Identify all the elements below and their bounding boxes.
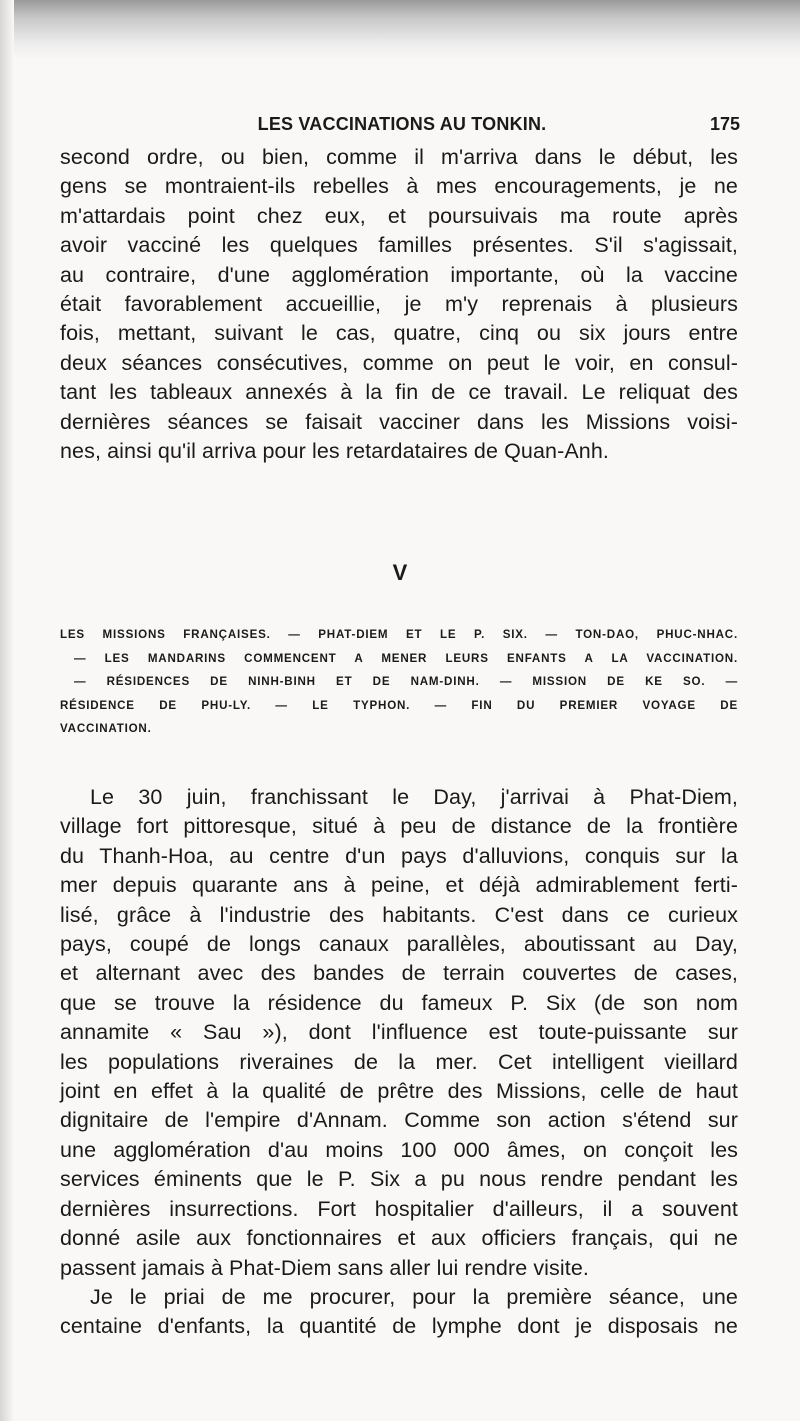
text-line: une agglomération d'au moins 100 000 âmes, on conçoit les	[60, 1137, 738, 1162]
summary-line: — RÉSIDENCES DE NINH-BINH ET DE NAM-DINH. — MISSION DE KE SO. —	[74, 675, 738, 689]
text-line: Je le priai de me procurer, pour la première séance, une	[90, 1284, 738, 1309]
text-line: m'attardais point chez eux, et poursuivais ma route après	[60, 203, 738, 228]
text-line: services éminents que le P. Six a pu nous rendre pendant les	[60, 1167, 738, 1192]
paragraph-body	[60, 783, 738, 1342]
summary-line: — LES MANDARINS COMMENCENT A MENER LEURS ENFANTS A LA VACCINATION.	[74, 651, 738, 665]
text-line: tant les tableaux annexés à la fin de ce travail. Le reliquat des	[60, 380, 738, 405]
section-number: V	[392, 560, 408, 585]
text-line: passent jamais à Phat-Diem sans aller lui rendre visite.	[60, 1255, 589, 1280]
text-line: avoir vacciné les quelques familles présentes. S'il s'agissait,	[60, 233, 738, 258]
text-line: était favorablement accueillie, je m'y reprenais à plusieurs	[60, 292, 738, 317]
text-line: second ordre, ou bien, comme il m'arriva dans le début, les	[60, 145, 738, 169]
text-line: pays, coupé de longs canaux parallèles, aboutissant au Day,	[60, 932, 738, 957]
scan-shadow-left	[0, 0, 14, 1421]
text-line: au contraire, d'une agglomération importante, où la vaccine	[60, 262, 738, 287]
text-line: nes, ainsi qu'il arriva pour les retardataires de Quan-Anh.	[60, 439, 609, 464]
text-line: gens se montraient-ils rebelles à mes encouragements, je ne	[60, 174, 738, 199]
summary-line: LES MISSIONS FRANÇAISES. — PHAT-DIEM ET LE P. SIX. — TON-DAO, PHUC-NHAC.	[60, 628, 738, 641]
scan-shadow-top	[0, 0, 800, 60]
text-line: annamite « Sau »), dont l'influence est toute-puissante sur	[60, 1020, 738, 1045]
text-line: dernières séances se faisait vacciner dans les Missions voisi-	[60, 409, 738, 434]
page-number: 175	[709, 114, 740, 134]
running-header	[64, 114, 740, 140]
text-line: et alternant avec des bandes de terrain couvertes de cases,	[60, 961, 738, 986]
text-line: du Thanh-Hoa, au centre d'un pays d'alluvions, conquis sur la	[60, 843, 738, 868]
text-line: fois, mettant, suivant le cas, quatre, cinq ou six jours entre	[60, 321, 738, 346]
summary-line: VACCINATION.	[60, 722, 152, 736]
text-line: les populations riveraines de la mer. Cet intelligent vieillard	[60, 1049, 738, 1074]
text-line: mer depuis quarante ans à peine, et déjà admirablement ferti-	[60, 873, 738, 898]
text-line: dernières insurrections. Fort hospitalier d'ailleurs, il a souvent	[60, 1196, 738, 1221]
text-line: joint en effet à la qualité de prêtre des Missions, celle de haut	[60, 1079, 738, 1104]
text-line: centaine d'enfants, la quantité de lymphe dont je disposais ne	[60, 1314, 738, 1339]
text-line: donné asile aux fonctionnaires et aux officiers français, qui ne	[60, 1226, 738, 1251]
summary-line: RÉSIDENCE DE PHU-LY. — LE TYPHON. — FIN DU PREMIER VOYAGE DE	[60, 698, 738, 712]
text-line: que se trouve la résidence du fameux P. Six (de son nom	[60, 990, 738, 1015]
paragraph-continued	[60, 143, 738, 466]
text-line: village fort pittoresque, situé à peu de distance de la frontière	[60, 814, 738, 839]
text-line: deux séances consécutives, comme on peut le voir, en consul-	[60, 350, 738, 375]
section-summary	[60, 623, 738, 741]
text-line: dignitaire de l'empire d'Annam. Comme son action s'étend sur	[60, 1108, 738, 1133]
running-title: LES VACCINATIONS AU TONKIN.	[257, 114, 547, 134]
text-line: Le 30 juin, franchissant le Day, j'arrivai à Phat-Diem,	[90, 785, 738, 809]
text-line: lisé, grâce à l'industrie des habitants. C'est dans ce curieux	[60, 902, 738, 927]
